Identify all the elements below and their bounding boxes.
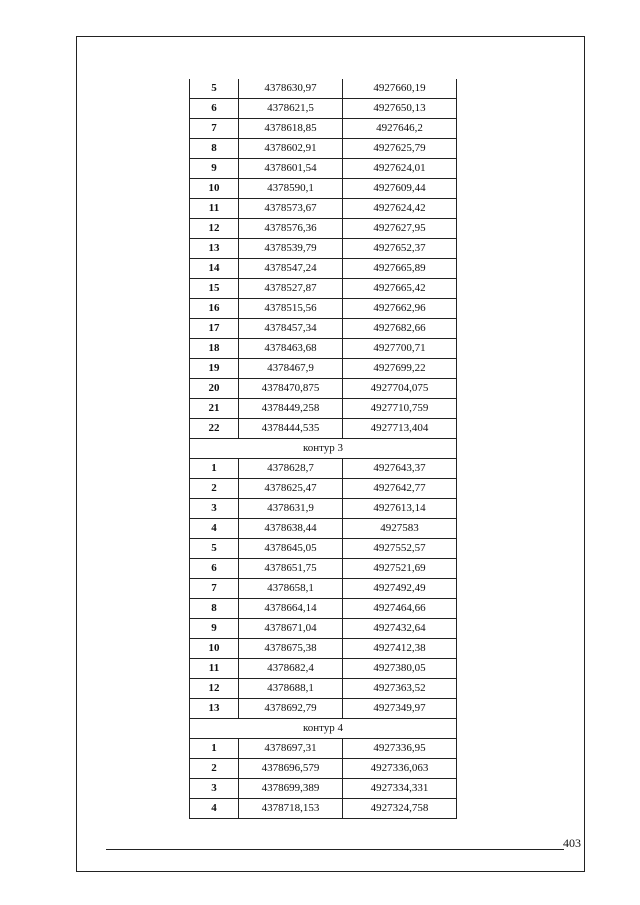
y-coordinate-cell: 4927464,66 xyxy=(343,599,457,619)
x-coordinate-cell: 4378628,7 xyxy=(239,459,343,479)
table-row xyxy=(190,259,457,279)
table-row xyxy=(190,459,457,479)
x-coordinate-cell: 4378671,04 xyxy=(239,619,343,639)
y-coordinate-cell: 4927700,71 xyxy=(343,339,457,359)
x-coordinate-cell: 4378631,9 xyxy=(239,499,343,519)
point-number-cell: 11 xyxy=(190,199,239,219)
footer-rule xyxy=(106,849,564,850)
table-row xyxy=(190,399,457,419)
x-coordinate-cell: 4378638,44 xyxy=(239,519,343,539)
point-number-cell: 2 xyxy=(190,759,239,779)
y-coordinate-cell: 4927652,37 xyxy=(343,239,457,259)
y-coordinate-cell: 4927412,38 xyxy=(343,639,457,659)
y-coordinate-cell: 4927324,758 xyxy=(343,799,457,819)
x-coordinate-cell: 4378688,1 xyxy=(239,679,343,699)
point-number-cell: 6 xyxy=(190,99,239,119)
y-coordinate-cell: 4927336,95 xyxy=(343,739,457,759)
x-coordinate-cell: 4378515,56 xyxy=(239,299,343,319)
point-number-cell: 4 xyxy=(190,519,239,539)
y-coordinate-cell: 4927646,2 xyxy=(343,119,457,139)
point-number-cell: 2 xyxy=(190,479,239,499)
x-coordinate-cell: 4378699,389 xyxy=(239,779,343,799)
y-coordinate-cell: 4927713,404 xyxy=(343,419,457,439)
table-row xyxy=(190,139,457,159)
x-coordinate-cell: 4378470,875 xyxy=(239,379,343,399)
point-number-cell: 4 xyxy=(190,799,239,819)
y-coordinate-cell: 4927552,57 xyxy=(343,539,457,559)
table-row xyxy=(190,779,457,799)
point-number-cell: 21 xyxy=(190,399,239,419)
table-row xyxy=(190,519,457,539)
table-row xyxy=(190,579,457,599)
point-number-cell: 22 xyxy=(190,419,239,439)
point-number-cell: 1 xyxy=(190,739,239,759)
y-coordinate-cell: 4927625,79 xyxy=(343,139,457,159)
y-coordinate-cell: 4927682,66 xyxy=(343,319,457,339)
point-number-cell: 7 xyxy=(190,119,239,139)
table-row xyxy=(190,159,457,179)
x-coordinate-cell: 4378539,79 xyxy=(239,239,343,259)
y-coordinate-cell: 4927624,01 xyxy=(343,159,457,179)
table-row xyxy=(190,319,457,339)
section-header-row xyxy=(190,439,457,459)
y-coordinate-cell: 4927665,42 xyxy=(343,279,457,299)
table-row xyxy=(190,239,457,259)
y-coordinate-cell: 4927650,13 xyxy=(343,99,457,119)
table-row xyxy=(190,479,457,499)
coordinates-table xyxy=(189,79,457,819)
page-number: 403 xyxy=(563,836,581,850)
table-row xyxy=(190,339,457,359)
table-row xyxy=(190,559,457,579)
table-row xyxy=(190,79,457,99)
x-coordinate-cell: 4378444,535 xyxy=(239,419,343,439)
point-number-cell: 18 xyxy=(190,339,239,359)
point-number-cell: 13 xyxy=(190,239,239,259)
x-coordinate-cell: 4378467,9 xyxy=(239,359,343,379)
point-number-cell: 20 xyxy=(190,379,239,399)
x-coordinate-cell: 4378602,91 xyxy=(239,139,343,159)
point-number-cell: 9 xyxy=(190,619,239,639)
x-coordinate-cell: 4378692,79 xyxy=(239,699,343,719)
y-coordinate-cell: 4927334,331 xyxy=(343,779,457,799)
y-coordinate-cell: 4927336,063 xyxy=(343,759,457,779)
section-label: контур 4 xyxy=(190,719,457,739)
point-number-cell: 6 xyxy=(190,559,239,579)
y-coordinate-cell: 4927432,64 xyxy=(343,619,457,639)
x-coordinate-cell: 4378573,67 xyxy=(239,199,343,219)
table-row xyxy=(190,99,457,119)
point-number-cell: 17 xyxy=(190,319,239,339)
coordinates-table-body xyxy=(190,79,457,819)
table-row xyxy=(190,379,457,399)
point-number-cell: 9 xyxy=(190,159,239,179)
table-row xyxy=(190,739,457,759)
point-number-cell: 3 xyxy=(190,499,239,519)
x-coordinate-cell: 4378697,31 xyxy=(239,739,343,759)
x-coordinate-cell: 4378547,24 xyxy=(239,259,343,279)
point-number-cell: 19 xyxy=(190,359,239,379)
x-coordinate-cell: 4378658,1 xyxy=(239,579,343,599)
point-number-cell: 3 xyxy=(190,779,239,799)
point-number-cell: 13 xyxy=(190,699,239,719)
table-row xyxy=(190,279,457,299)
y-coordinate-cell: 4927609,44 xyxy=(343,179,457,199)
point-number-cell: 16 xyxy=(190,299,239,319)
table-row xyxy=(190,599,457,619)
table-row xyxy=(190,419,457,439)
point-number-cell: 14 xyxy=(190,259,239,279)
point-number-cell: 15 xyxy=(190,279,239,299)
y-coordinate-cell: 4927710,759 xyxy=(343,399,457,419)
point-number-cell: 5 xyxy=(190,79,239,99)
point-number-cell: 7 xyxy=(190,579,239,599)
x-coordinate-cell: 4378621,5 xyxy=(239,99,343,119)
table-row xyxy=(190,199,457,219)
y-coordinate-cell: 4927624,42 xyxy=(343,199,457,219)
y-coordinate-cell: 4927627,95 xyxy=(343,219,457,239)
y-coordinate-cell: 4927492,49 xyxy=(343,579,457,599)
table-row xyxy=(190,619,457,639)
table-row xyxy=(190,119,457,139)
y-coordinate-cell: 4927662,96 xyxy=(343,299,457,319)
y-coordinate-cell: 4927699,22 xyxy=(343,359,457,379)
y-coordinate-cell: 4927363,52 xyxy=(343,679,457,699)
table-row xyxy=(190,299,457,319)
point-number-cell: 5 xyxy=(190,539,239,559)
y-coordinate-cell: 4927642,77 xyxy=(343,479,457,499)
point-number-cell: 1 xyxy=(190,459,239,479)
point-number-cell: 11 xyxy=(190,659,239,679)
y-coordinate-cell: 4927665,89 xyxy=(343,259,457,279)
section-header-row xyxy=(190,719,457,739)
x-coordinate-cell: 4378618,85 xyxy=(239,119,343,139)
x-coordinate-cell: 4378630,97 xyxy=(239,79,343,99)
table-row xyxy=(190,699,457,719)
y-coordinate-cell: 4927349,97 xyxy=(343,699,457,719)
table-row xyxy=(190,679,457,699)
x-coordinate-cell: 4378527,87 xyxy=(239,279,343,299)
x-coordinate-cell: 4378696,579 xyxy=(239,759,343,779)
table-row xyxy=(190,219,457,239)
x-coordinate-cell: 4378625,47 xyxy=(239,479,343,499)
point-number-cell: 10 xyxy=(190,639,239,659)
table-row xyxy=(190,539,457,559)
y-coordinate-cell: 4927660,19 xyxy=(343,79,457,99)
point-number-cell: 8 xyxy=(190,139,239,159)
x-coordinate-cell: 4378457,34 xyxy=(239,319,343,339)
table-row xyxy=(190,179,457,199)
point-number-cell: 8 xyxy=(190,599,239,619)
table-row xyxy=(190,499,457,519)
x-coordinate-cell: 4378645,05 xyxy=(239,539,343,559)
table-row xyxy=(190,759,457,779)
point-number-cell: 12 xyxy=(190,219,239,239)
x-coordinate-cell: 4378664,14 xyxy=(239,599,343,619)
x-coordinate-cell: 4378576,36 xyxy=(239,219,343,239)
y-coordinate-cell: 4927521,69 xyxy=(343,559,457,579)
x-coordinate-cell: 4378601,54 xyxy=(239,159,343,179)
y-coordinate-cell: 4927613,14 xyxy=(343,499,457,519)
section-label: контур 3 xyxy=(190,439,457,459)
table-row xyxy=(190,659,457,679)
x-coordinate-cell: 4378463,68 xyxy=(239,339,343,359)
x-coordinate-cell: 4378682,4 xyxy=(239,659,343,679)
x-coordinate-cell: 4378651,75 xyxy=(239,559,343,579)
table-row xyxy=(190,799,457,819)
y-coordinate-cell: 4927583 xyxy=(343,519,457,539)
point-number-cell: 10 xyxy=(190,179,239,199)
x-coordinate-cell: 4378718,153 xyxy=(239,799,343,819)
point-number-cell: 12 xyxy=(190,679,239,699)
table-row xyxy=(190,639,457,659)
x-coordinate-cell: 4378449,258 xyxy=(239,399,343,419)
y-coordinate-cell: 4927380,05 xyxy=(343,659,457,679)
y-coordinate-cell: 4927643,37 xyxy=(343,459,457,479)
x-coordinate-cell: 4378675,38 xyxy=(239,639,343,659)
table-row xyxy=(190,359,457,379)
x-coordinate-cell: 4378590,1 xyxy=(239,179,343,199)
y-coordinate-cell: 4927704,075 xyxy=(343,379,457,399)
